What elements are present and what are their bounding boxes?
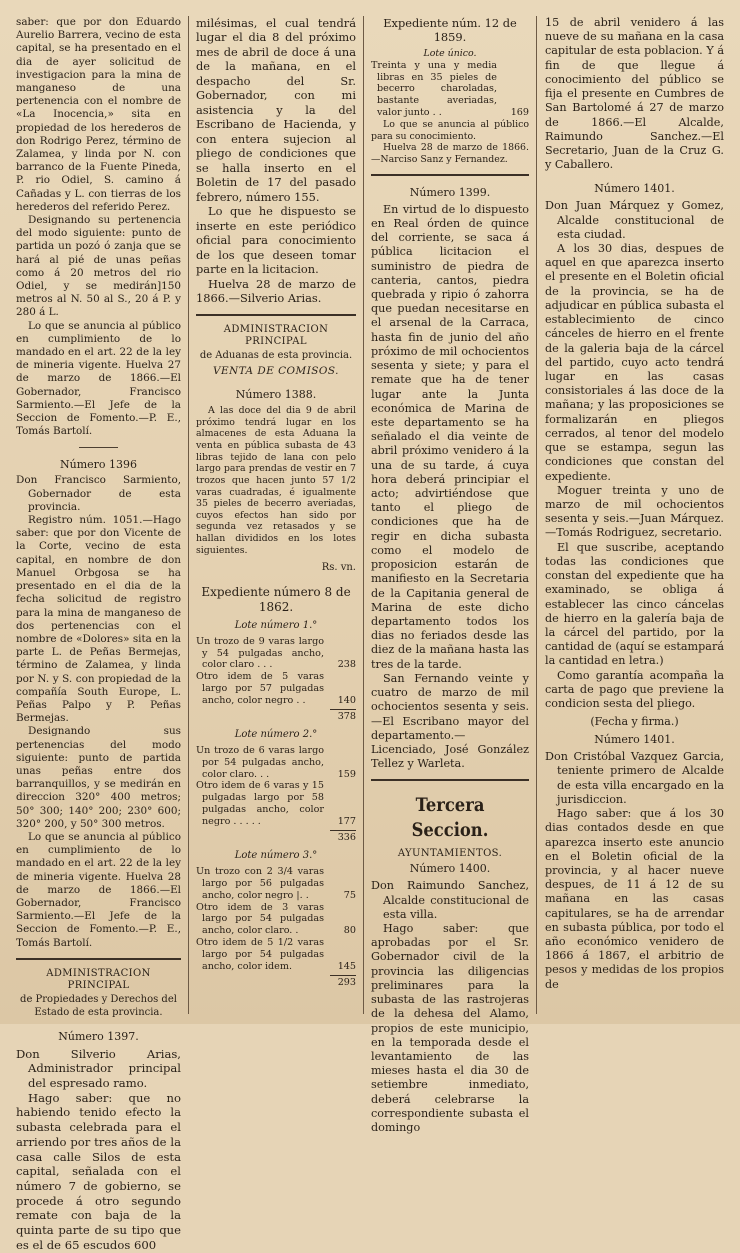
divider — [79, 447, 119, 448]
signature-line: (Fecha y firma.) — [590, 715, 679, 729]
paragraph: A las doce del dia 9 de abril próximo tendrá lugar en los almacenes de esta Aduana la venta en pública subasta de 43 libras tejido de lana con pelo largo para prendas de vestir en 7 trozos que hacen junto 57 1/2 varas cuadradas, é igualmente 35 pieles de becerro averiadas, cuyos efectos han sido por segunda vez retasados y se hallan divididos en los lotes siguientes. — [196, 404, 356, 556]
divider — [371, 174, 529, 176]
paragraph: Lo que se anuncia al público para su conocimiento. — [371, 119, 529, 142]
paragraph: Designando sus pertenencias del modo siguiente: punto de partida unas peñas entre dos barranquillos, y se medirán en direccion 320° 400 metros; 50° 300; 140° 200; 230° 600; 320° 200, y 50° 300 metros. — [16, 725, 181, 830]
paragraph: Lo que se anuncia al público en cumplimiento de lo mandado en el art. 22 de la ley de mineria vigente. Huelva 27 de marzo de 1866.—El Gobernador, Francisco Sarmiento.—El Jefe de la Seccion de Fomento.—P. E., Tomás Bartolí. — [16, 319, 181, 438]
notice-number: Número 1399. — [409, 185, 491, 199]
paragraph: El que suscribe, aceptando todas las condiciones que constan del expediente que ha examinado, se obliga á establecer las cinco cáncelas de hierro en la galería baja de la cárcel del partido, por la cantidad de (aquí se estampará la cantidad en letra.) — [545, 540, 724, 668]
divider — [196, 314, 356, 316]
lot-line: Otro idem de 3 varas largo por 54 pulgadas ancho, color claro. . 80 — [196, 901, 356, 937]
paragraph: Como garantía acompaña la carta de pago que previene la condicion sesta del pliego. — [545, 668, 724, 711]
paragraph: Huelva 28 de marzo de 1866.—Silverio Arias. — [196, 276, 356, 306]
section-header: ADMINISTRACION PRINCIPAL — [223, 323, 329, 348]
paragraph: Lo que se anuncia al público en cumplimiento de lo mandado en el art. 22 de la ley de mineria vigente. Huelva 28 de marzo de 1866.—El Gobernador, Francisco Sarmiento.—El Jefe de la Seccion de Fomento.—P. E., Tomás Bartolí. — [16, 830, 181, 949]
paragraph: Don Juan Márquez y Gomez, Alcalde constitucional de esta ciudad. — [545, 199, 724, 241]
paragraph: saber: que por don Eduardo Aurelio Barrera, vecino de esta capital, se ha presentado en el dia de ayer solicitud de investigacion para la mina de manganeso de una pertenencia con el nombre de «La Inocencia,» sita en propiedad de los herederos de don Rodrigo Perez, término de Zalamea, y linda por N. con barranco de la Fuente Pineda, P. rio Odiel, S. camino á Cañadas y L. con tierras de los herederos del referido Perez. — [16, 16, 181, 213]
lot-line: Otro idem de 5 1/2 varas largo por 54 pulgadas ancho, color idem. 145 — [196, 937, 356, 973]
notice-number: Número 1396 — [59, 457, 138, 471]
paragraph: Hago saber: que no habiendo tenido efecto la subasta celebrada para el arriendo por tres años de la casa calle Silos de esta capital, señalada con el número 7 de gobierno, se procede á otro segundo remate con baja de la quinta parte de su tipo que es el de 65 escudos 600 — [16, 1090, 181, 1252]
notice-number: Número 1401. — [594, 182, 675, 196]
lot-line: Un trozo de 6 varas largo por 54 pulgadas ancho, color claro. . . 159 — [196, 744, 356, 780]
lot-heading: Lote número 1.° — [234, 619, 318, 631]
expediente-heading: Expediente núm. 12 de 1859. — [383, 16, 517, 45]
section-subheader: de Propiedades y Derechos del Estado de esta provincia. — [20, 994, 177, 1018]
column-4 — [536, 16, 724, 1014]
lot-line: Un trozo con 2 3/4 varas largo por 56 pulgadas ancho, color negro |. . 75 — [196, 865, 356, 901]
paragraph: milésimas, el cual tendrá lugar el dia 8 del próximo mes de abril de doce á una de la mañana, en el despacho del Sr. Gobernador, con mi asistencia y la del Escribano de Hacienda, y con entera sujecion al pliego de condiciones que se halla inserto en el Boletin de 17 del pasado febrero, número 155. — [196, 16, 356, 204]
paragraph: Don Francisco Sarmiento, Gobernador de esta provincia. — [16, 474, 181, 513]
section-header: AYUNTAMIENTOS. — [397, 847, 503, 859]
notice-number: Número 1400. — [409, 862, 491, 876]
expediente-heading: Expediente número 8 de 1862. — [201, 585, 351, 614]
column-2 — [188, 16, 363, 1014]
column-3 — [363, 16, 536, 1135]
lot-total: 378 — [196, 709, 356, 723]
notice-number: Número 1388. — [235, 387, 317, 401]
lot-total: 293 — [196, 975, 356, 989]
divider — [16, 958, 181, 960]
paragraph: A los 30 dias, despues de aquel en que aparezca inserto el presente en el Boletin oficial de la provincia, se ha de adjudicar en pública subasta el establecimiento de cinco cánceles de hierro en el frente de la galeria baja de la cárcel del partido, cuyo acto tendrá lugar en las casas consistoriales á las doce de la mañana; y las proposiciones se formalizarán en pliegos cerrados, al tenor del modelo que se estampa, segun las condiciones que constan del expediente. — [545, 242, 724, 483]
section-subheader: de Aduanas de esta provincia. — [199, 350, 353, 362]
lot-heading: Lote único. — [423, 47, 477, 59]
paragraph: Moguer treinta y uno de marzo de mil ochocientos sesenta y seis.—Juan Márquez. —Tomás Rodriguez, secretario. — [545, 483, 724, 540]
notice-number: Número 1397. — [58, 1029, 139, 1043]
paragraph: Hago saber: que á los 30 dias contados desde en que aparezca inserto este anuncio en el Boletin oficial de la provincia, y al hacer nueve despues, de 11 á 12 de su mañana en las casas capitulares, se ha de arrendar en subasta pública, por todo el año económico venidero de 1866 á 1867, el arbitrio de pesos y medidas de los propios de — [545, 807, 724, 991]
paragraph: Don Silverio Arias, Administrador principal del espresado ramo. — [16, 1046, 181, 1090]
lot-total: 336 — [196, 830, 356, 844]
section-subheader-italic: VENTA DE COMISOS. — [213, 364, 339, 377]
paragraph: Don Cristóbal Vazquez Garcia, teniente primero de Alcalde de esta villa encargado en la jurisdiccion. — [545, 750, 724, 806]
paragraph: Registro núm. 1051.—Hago saber: que por don Vicente de la Corte, vecino de esta capital, en nombre de don Manuel Orbgosa se ha presentado en el dia de la fecha solicitud de registro para la mina de manganeso de dos pertenencias con el nombre de «Dolores» sita en la parte L. de Peñas Bermejas, término de Zalamea, y linda por N. y S. con propiedad de la compañía South Europe, L. Peñas Palpo y P. Peñas Bermejas. — [16, 514, 181, 725]
paragraph: 15 de abril venidero á las nueve de su mañana en la casa capitular de esta poblacion. Y á fin de que llegue á conocimiento del público se fija el presente en Cumbres de San Bartolomé á 27 de marzo de 1866.—El Alcalde, Raimundo Sanchez.—El Secretario, Juan de la Cruz G. y Caballero. — [545, 16, 724, 172]
lot-line: Otro idem de 5 varas largo por 57 pulgadas ancho, color negro . . 140 — [196, 671, 356, 707]
lot-line: Otro idem de 6 varas y 15 pulgadas largo por 58 pulgadas ancho, color negro . . . . . 177 — [196, 780, 356, 828]
section-title: Tercera Seccion. — [411, 794, 489, 841]
paragraph: Don Raimundo Sanchez, Alcalde constitucional de esta villa. — [371, 879, 529, 921]
paragraph: En virtud de lo dispuesto en Real órden de quince del corriente, se saca á pública licitacion el suministro de piedra de canteria, cantos, piedra quebrada y ripio ó zahorra que puedan necesitarse en el arsenal de la Carraca, hasta fin de junio del año próximo de mil ochocientos sesenta y siete; y para el remate que ha de tener lugar ante la Junta económica de Marina de este departamento se ha señalado el dia veinte de abril próximo venidero á la una de su tarde, á cuya hora deberá principiar el acto; advirtiéndose que tanto el pliego de condiciones que ha de regir en dicha subasta como el modelo de proposicion estarán de manifiesto en la Secretaria de la Capitania general de Marina de este dicho departamento todos los dias no feriados desde las diez de la mañana hasta las tres de la tarde. — [371, 202, 529, 671]
lot-heading: Lote número 3.° — [234, 850, 318, 862]
lot-heading: Lote número 2.° — [234, 729, 318, 741]
divider — [371, 779, 529, 781]
paragraph: Lo que he dispuesto se inserte en este periódico oficial para conocimiento de los que deseen tomar parte en la licitacion. — [196, 204, 356, 277]
column-1 — [16, 16, 188, 1252]
lot-line: Un trozo de 9 varas largo y 54 pulgadas ancho, color claro . . . 238 — [196, 635, 356, 671]
paragraph: San Fernando veinte y cuatro de marzo de mil ochocientos sesenta y seis.—El Escribano mayor del departamento.—Licenciado, José González Tellez y Warleta. — [371, 671, 529, 771]
currency-header: Rs. vn. — [321, 562, 356, 574]
paragraph: Designando su pertenencia del modo siguiente: punto de partida un pozó ó zanja que se hará al pié de unas peñas como á 20 metros del rio Odiel, y se medirán]150 metros al N. 50 al S., 20 á P. y 280 á L. — [16, 214, 181, 319]
notice-number: Número 1401. — [594, 733, 675, 747]
lot-line: Treinta y una y media libras en 35 pieles de becerro charoladas, bastante averiadas, valor junto . . 169 — [371, 59, 529, 119]
section-header: ADMINISTRACION PRINCIPAL — [46, 967, 151, 992]
paragraph: Huelva 28 de marzo de 1866. —Narciso Sanz y Fernandez. — [371, 142, 529, 166]
paragraph: Hago saber: que aprobadas por el Sr. Gobernador civil de la provincia las diligencias preliminares para la subasta de las rastrojeras de la dehesa del Alamo, propios de este municipio, en la temporada desde el levantamiento de las mieses hasta el dia 30 de setiembre inmediato, deberá celebrarse la correspondiente subasta el domingo — [371, 921, 529, 1135]
